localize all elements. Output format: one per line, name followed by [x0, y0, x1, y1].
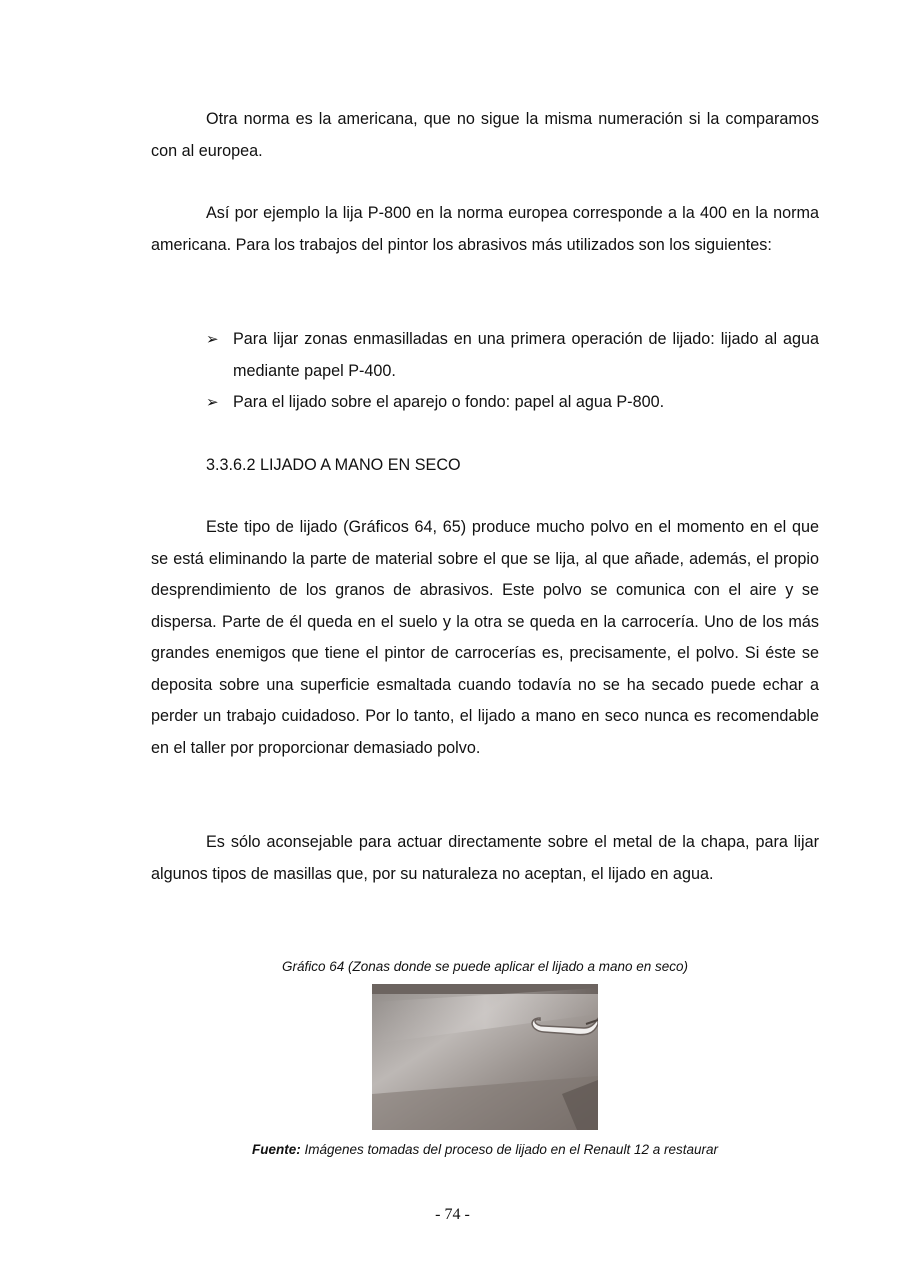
- paragraph-4: Es sólo aconsejable para actuar directamente sobre el metal de la chapa, para lijar algunos tipos de masillas que, por su naturaleza no aceptan, el lijado en agua.: [151, 833, 819, 883]
- list-item-text: Para lijar zonas enmasilladas en una primera operación de lijado: lijado al agua mediante papel P-400.: [233, 330, 819, 380]
- list-item-text: Para el lijado sobre el aparejo o fondo: papel al agua P-800.: [233, 393, 665, 411]
- paragraph-2: Así por ejemplo la lija P-800 en la norma europea corresponde a la 400 en la norma americana. Para los trabajos del pintor los abrasivos más utilizados son los siguientes:: [151, 204, 819, 254]
- source-label: Fuente:: [251, 1142, 301, 1157]
- metal-panel-image: [372, 984, 598, 1130]
- bullet-list: [206, 324, 819, 419]
- figure-caption: Gráfico 64 (Zonas donde se puede aplicar el lijado a mano en seco): [282, 959, 688, 974]
- list-item: [206, 387, 819, 419]
- paragraph-3: Este tipo de lijado (Gráficos 64, 65) produce mucho polvo en el momento en el que se está eliminando la parte de material sobre el que se lija, al que añade, además, el propio desprendimiento de los granos de abrasivos. Este polvo se comunica con el aire y se dispersa. Parte de él queda en el suelo y la otra se queda en la carrocería. Uno de los más grandes enemigos que tiene el pintor de carrocerías es, precisamente, el polvo. Si éste se deposita sobre una superficie esmaltada cuando todavía no se ha secado puede echar a perder un trabajo cuidadoso. Por lo tanto, el lijado a mano en seco nunca es recomendable en el taller por proporcionar demasiado polvo.: [151, 518, 819, 757]
- source-text: Imágenes tomadas del proceso de lijado en el Renault 12 a restaurar: [300, 1142, 718, 1157]
- arrow-bullet-icon: ➢: [206, 394, 219, 411]
- section-heading: 3.3.6.2 LIJADO A MANO EN SECO: [206, 456, 461, 474]
- list-item: [206, 324, 819, 387]
- sanding-photo: [372, 984, 598, 1130]
- paragraph-1: Otra norma es la americana, que no sigue la misma numeración si la comparamos con al europea.: [151, 110, 819, 160]
- arrow-bullet-icon: ➢: [206, 331, 219, 348]
- figure-source: [151, 1141, 819, 1159]
- page-number: - 74 -: [435, 1206, 470, 1223]
